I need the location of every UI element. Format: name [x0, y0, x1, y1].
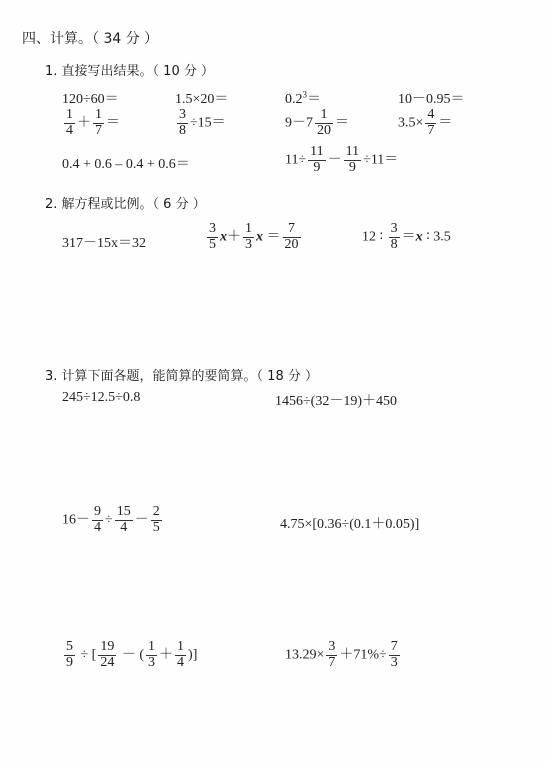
- q3-heading: 3. 计算下面各题，能简算的要简算。（ 18 分 ）: [45, 369, 318, 384]
- q3-p1: 245÷12.5÷0.8: [62, 390, 141, 405]
- q1-r2b: $\frac{3}{8}$ ÷15＝: [179, 107, 226, 138]
- q1-r2a: $\frac{1}{4}$ ＋ $\frac{1}{7}$ ＝: [66, 107, 120, 138]
- q1-heading: 1. 直接写出结果。（ 10 分 ）: [45, 64, 214, 79]
- q1-r1b: 1.5×20＝: [175, 92, 229, 107]
- q2-e2: $\frac{3}{5}$ x＋ $\frac{1}{3}$ x ＝ $\frac{7}{20}$: [209, 221, 299, 252]
- q2-e3: 12 ∶ $\frac{3}{8}$ ＝x ∶ 3.5: [362, 221, 451, 252]
- q1-r1d: 10－0.95＝: [398, 92, 465, 107]
- q1-r1c: $0.2^3=$: [285, 89, 321, 107]
- q3-p5: $\frac{5}{9}$ ÷ [ $\frac{19}{24}$ － ( $\frac{1}{3}$ ＋ $\frac{1}{4}$ )]: [66, 639, 198, 670]
- q1-r1a: 120÷60＝: [62, 92, 119, 107]
- q2-heading: 2. 解方程或比例。（ 6 分 ）: [45, 197, 206, 212]
- q1-r3a: 0.4 + 0.6 – 0.4 + 0.6＝: [62, 157, 190, 172]
- q3-p3: 16－ $\frac{9}{4}$ ÷ $\frac{15}{4}$ － $\frac{2}{5}$: [62, 504, 160, 535]
- q3-p4: 4.75×[0.36÷(0.1＋0.05)]: [280, 517, 420, 532]
- q2-e1: 317－15x＝32: [62, 236, 146, 251]
- section-title: 四、计算。（ 34 分 ）: [22, 31, 159, 47]
- q1-r2c: 9－7 $\frac{1}{20}$ ＝: [285, 107, 349, 138]
- q1-r2d: 3.5× $\frac{4}{7}$ ＝: [398, 107, 453, 138]
- q3-p2: 1456÷(32－19)＋450: [275, 394, 398, 409]
- q1-r3b: 11÷ $\frac{11}{9}$ － $\frac{11}{9}$ ÷11＝: [285, 144, 399, 175]
- q3-p6: 13.29× $\frac{3}{7}$ ＋71%÷ $\frac{7}{3}$: [285, 639, 398, 670]
